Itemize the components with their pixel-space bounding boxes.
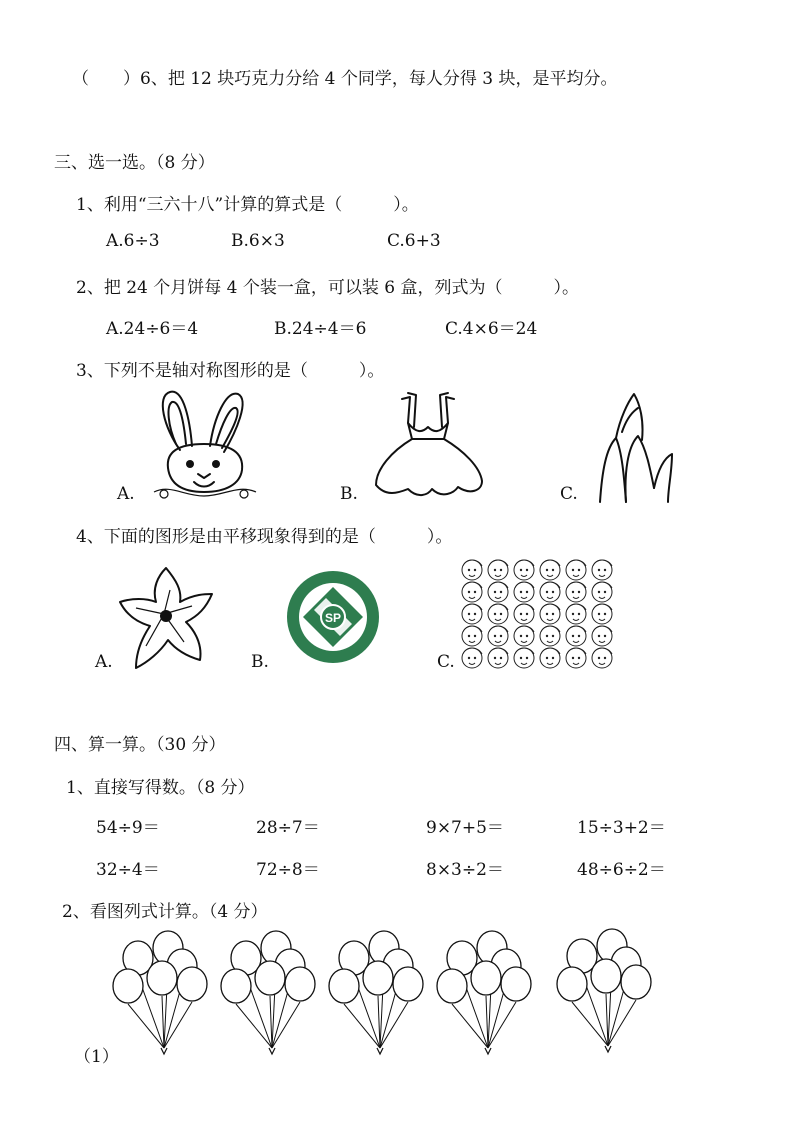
calc-item: 72÷8＝ — [256, 860, 320, 880]
calc-item: 32÷4＝ — [96, 860, 160, 880]
face-tile — [592, 604, 612, 624]
section-4-title: 四、算一算。（30 分） — [54, 735, 226, 755]
s3-q2-option-a: A.24÷6＝4 — [106, 319, 199, 339]
face-tile — [488, 560, 508, 580]
face-tile — [462, 626, 482, 646]
face-tile — [488, 648, 508, 668]
s3-q4-option-c: C. — [437, 652, 455, 672]
balloon-bunch — [113, 931, 207, 1054]
face-tile — [462, 582, 482, 602]
s3-q1-option-c: C.6+3 — [387, 231, 441, 251]
balloon — [363, 961, 393, 995]
balloon — [177, 967, 207, 1001]
s3-q3-option-b: B. — [340, 484, 358, 504]
svg-text:SP: SP — [324, 611, 342, 625]
calc-item: 28÷7＝ — [256, 818, 320, 838]
s3-q3-option-c: C. — [560, 484, 578, 504]
face-tile — [514, 604, 534, 624]
section-3-title: 三、选一选。（8 分） — [54, 153, 215, 173]
face-tile — [488, 604, 508, 624]
balloon — [471, 961, 501, 995]
s3-q3-option-a: A. — [117, 484, 135, 504]
face-tile — [462, 604, 482, 624]
face-tile — [514, 648, 534, 668]
face-tile — [566, 626, 586, 646]
balloon-bunch — [437, 931, 531, 1054]
flower-image — [118, 564, 214, 670]
s3-q4-option-a: A. — [95, 652, 113, 672]
face-tile — [566, 560, 586, 580]
repeated-faces-image — [460, 558, 616, 670]
balloon — [113, 969, 143, 1003]
s4-question-2: 2、看图列式计算。（4 分） — [62, 902, 268, 922]
calc-item: 9×7+5＝ — [426, 818, 504, 838]
face-tile — [592, 626, 612, 646]
face-tile — [540, 626, 560, 646]
bamboo-shoot-image — [598, 392, 674, 502]
calc-item: 48÷6÷2＝ — [577, 860, 666, 880]
balloon — [557, 967, 587, 1001]
s3-q2-option-c: C.4×6＝24 — [445, 319, 538, 339]
face-tile — [592, 648, 612, 668]
face-tile — [592, 560, 612, 580]
calc-item: 54÷9＝ — [96, 818, 160, 838]
balloon — [621, 965, 651, 999]
s4-q2-sub-label: （1） — [74, 1047, 119, 1067]
balloon — [501, 967, 531, 1001]
s3-q2-option-b: B.24÷4＝6 — [274, 319, 367, 339]
face-tile — [462, 648, 482, 668]
face-tile — [540, 582, 560, 602]
balloon-bunch — [329, 931, 423, 1054]
balloons-image — [112, 936, 652, 1056]
face-tile — [488, 626, 508, 646]
s3-q1-option-a: A.6÷3 — [106, 231, 160, 251]
balloon — [285, 967, 315, 1001]
dress-image — [370, 389, 486, 501]
balloon — [591, 959, 621, 993]
s3-question-3: 3、下列不是轴对称图形的是（ ）。 — [76, 361, 385, 381]
face-tile — [514, 560, 534, 580]
s4-question-1: 1、直接写得数。（8 分） — [66, 778, 255, 798]
face-tile — [514, 626, 534, 646]
round-logo-image — [286, 570, 380, 664]
face-tile — [514, 582, 534, 602]
s3-q4-option-b: B. — [251, 652, 269, 672]
balloon — [147, 961, 177, 995]
face-tile — [488, 582, 508, 602]
calc-item: 15÷3+2＝ — [577, 818, 666, 838]
rabbit-image — [150, 388, 260, 502]
balloon-bunch — [557, 929, 651, 1052]
face-tile — [566, 648, 586, 668]
face-tile — [540, 560, 560, 580]
calc-item: 8×3÷2＝ — [426, 860, 504, 880]
balloon — [255, 961, 285, 995]
balloon — [437, 969, 467, 1003]
face-tile — [540, 648, 560, 668]
judge-question-6: （ ）6、把 12 块巧克力分给 4 个同学，每人分得 3 块，是平均分。 — [72, 69, 618, 89]
face-tile — [566, 582, 586, 602]
balloon — [393, 967, 423, 1001]
balloon — [221, 969, 251, 1003]
s3-q1-option-b: B.6×3 — [231, 231, 285, 251]
face-tile — [566, 604, 586, 624]
s3-question-4: 4、下面的图形是由平移现象得到的是（ ）。 — [76, 527, 453, 547]
face-tile — [592, 582, 612, 602]
balloon — [329, 969, 359, 1003]
s3-question-1: 1、利用“三六十八”计算的算式是（ ）。 — [76, 195, 419, 215]
s3-question-2: 2、把 24 个月饼每 4 个装一盒，可以装 6 盒，列式为（ ）。 — [76, 278, 580, 298]
face-tile — [540, 604, 560, 624]
balloon-bunch — [221, 931, 315, 1054]
face-tile — [462, 560, 482, 580]
